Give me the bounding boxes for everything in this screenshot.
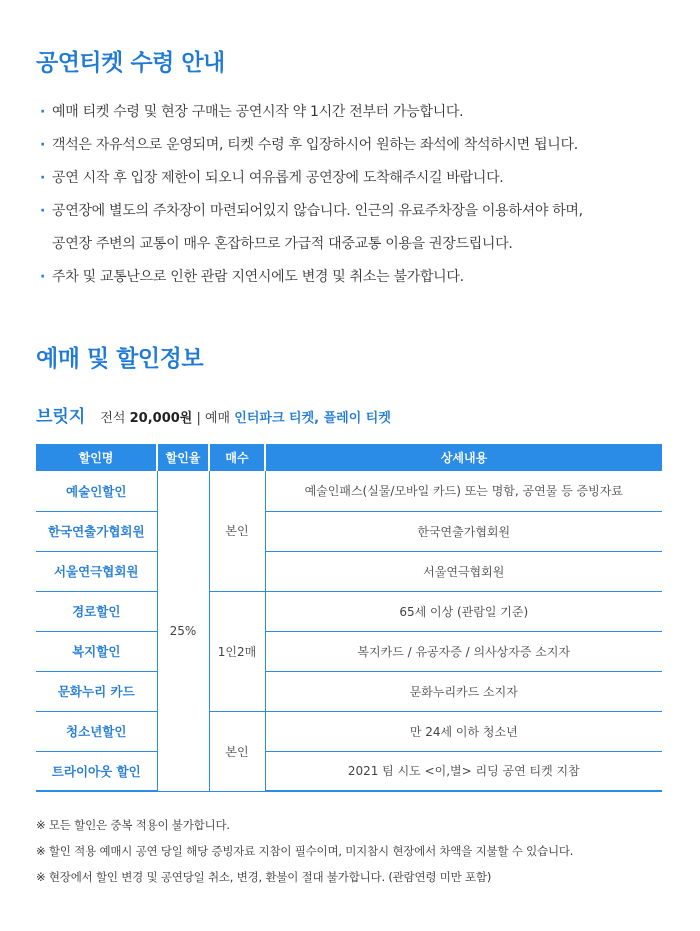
footnote-item: ※ 현장에서 할인 변경 및 공연당일 취소, 변경, 환불이 절대 불가합니다. (관람연령 미만 포함) — [36, 870, 492, 884]
section-title-ticket-pickup: 공연티켓 수령 안내 — [36, 50, 225, 76]
discount-detail: 65세 이상 (관람일 기준) — [265, 591, 662, 631]
notice-item: · 주차 및 교통난으로 인한 관람 지연시에도 변경 및 취소는 불가합니다. — [40, 261, 680, 294]
ticket-count: 본인 — [209, 711, 265, 791]
table-row — [36, 471, 662, 511]
discount-table — [36, 444, 662, 792]
notice-item: · 예매 티켓 수령 및 현장 구매는 공연시작 약 1시간 전부터 가능합니다. — [40, 96, 680, 129]
ticket-price: 20,000원 — [129, 411, 193, 426]
table-header-row — [36, 444, 662, 471]
notice-item: · 객석은 자유석으로 운영되며, 티켓 수령 후 입장하시어 원하는 좌석에 착석하시면 됩니다. — [40, 129, 680, 162]
discount-detail: 한국연출가협회원 — [265, 511, 662, 551]
discount-name: 서울연극협회원 — [36, 551, 157, 591]
table-row — [36, 591, 662, 631]
discount-name: 한국연출가협회원 — [36, 511, 157, 551]
discount-name: 복지할인 — [36, 631, 157, 671]
bullet-icon: · — [40, 269, 46, 285]
discount-rate: 25% — [157, 471, 209, 791]
discount-name: 트라이아웃 할인 — [36, 751, 157, 791]
header-discount-rate: 할인율 — [157, 444, 209, 471]
discount-detail: 서울연극협회원 — [265, 551, 662, 591]
notice-item: · 공연 시작 후 입장 제한이 되오니 여유롭게 공연장에 도착해주시길 바랍니다. — [40, 162, 680, 195]
discount-name: 예술인할인 — [36, 471, 157, 511]
footnote-item: ※ 모든 할인은 중복 적용이 불가합니다. — [36, 818, 230, 832]
ticket-pickup-notice-list — [40, 96, 680, 294]
table-row — [36, 511, 662, 551]
table-row — [36, 631, 662, 671]
header-discount-name: 할인명 — [36, 444, 157, 471]
header-ticket-count: 매수 — [209, 444, 265, 471]
discount-detail: 2021 팀 시도 <이,별> 리딩 공연 티켓 지참 — [265, 751, 662, 791]
ticket-count: 1인2매 — [209, 591, 265, 711]
discount-name: 경로할인 — [36, 591, 157, 631]
bullet-icon: · — [40, 170, 46, 186]
bullet-icon: · — [40, 137, 46, 153]
show-price-info: 전석 20,000원 | 예매 인터파크 티켓, 플레이 티켓 — [100, 411, 391, 426]
bullet-icon: · — [40, 203, 46, 219]
discount-detail: 예술인패스(실물/모바일 카드) 또는 명함, 공연물 등 증빙자료 — [265, 471, 662, 511]
booking-vendors: 인터파크 티켓, 플레이 티켓 — [234, 411, 391, 426]
discount-detail: 만 24세 이하 청소년 — [265, 711, 662, 751]
header-details: 상세내용 — [265, 444, 662, 471]
show-info-line — [36, 402, 391, 427]
table-row — [36, 551, 662, 591]
discount-detail: 문화누리카드 소지자 — [265, 671, 662, 711]
table-row — [36, 671, 662, 711]
bullet-icon: · — [40, 104, 46, 120]
show-name: 브릿지 — [36, 407, 86, 427]
footnote-list — [36, 812, 676, 890]
section-title-booking-discount: 예매 및 할인정보 — [36, 346, 204, 372]
notice-item: · 공연장에 별도의 주차장이 마련되어있지 않습니다. 인근의 유료주차장을 이용하셔야 하며, 공연장 주변의 교통이 매우 혼잡하므로 가급적 대중교통 이용을 권장드립니다. — [40, 195, 680, 261]
discount-name: 문화누리 카드 — [36, 671, 157, 711]
footnote-item: ※ 할인 적용 예매시 공연 당일 해당 증빙자료 지참이 필수이며, 미지참시 현장에서 차액을 지불할 수 있습니다. — [36, 844, 574, 858]
discount-detail: 복지카드 / 유공자증 / 의사상자증 소지자 — [265, 631, 662, 671]
table-row — [36, 711, 662, 751]
table-row — [36, 751, 662, 791]
ticket-count: 본인 — [209, 471, 265, 591]
discount-name: 청소년할인 — [36, 711, 157, 751]
